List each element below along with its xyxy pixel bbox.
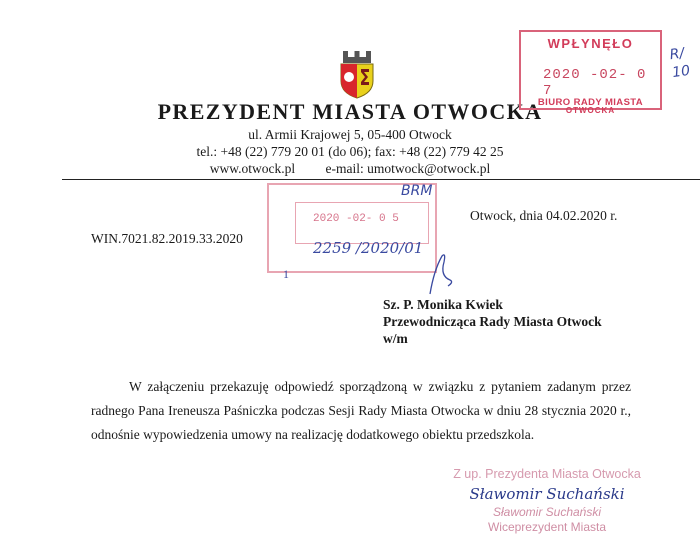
registry-stamp-number: 2259 /2020/01 xyxy=(313,239,424,257)
signatory-name: Sławomir Suchański xyxy=(492,505,602,519)
recipient-title: Przewodnicząca Rady Miasta Otwock xyxy=(383,314,602,329)
margin-handwritten-note xyxy=(669,44,692,82)
letterhead-divider xyxy=(62,179,700,180)
letterhead-email[interactable]: e-mail: umotwock@otwock.pl xyxy=(325,161,491,176)
letterhead-web-line xyxy=(0,161,700,177)
registry-mark: BRM xyxy=(401,183,433,199)
handwritten-initial-icon xyxy=(420,250,460,298)
received-stamp-header: WPŁYNĘŁO xyxy=(547,36,634,51)
recipient-location: w/m xyxy=(383,331,408,346)
received-stamp-date: 2020 -02- 0 7 xyxy=(543,67,647,99)
registry-stamp-date: 2020 -02- 0 5 xyxy=(313,213,399,225)
margin-note-line1: R/ xyxy=(668,45,686,64)
margin-note-line2: 10 xyxy=(671,62,692,82)
recipient-block xyxy=(383,296,602,347)
recipient-name: Sz. P. Monika Kwiek xyxy=(383,297,503,312)
letterhead-address: ul. Armii Krajowej 5, 05-400 Otwock xyxy=(248,127,452,142)
letter-body-paragraph: W załączeniu przekazuję odpowiedź sporządzoną w związku z pytaniem zadanym przez radnego Pana Ireneusza Paśniczka podczas Sesji Rady Miasta Otwocka w dniu 28 stycznia 2020 r., odnośnie wypowiedzenia umowy na realizację dodatkowego obiektu przedszkola. xyxy=(91,379,631,442)
city-crest-icon xyxy=(337,47,377,99)
document-date: Otwock, dnia 04.02.2020 r. xyxy=(470,208,618,223)
received-stamp-footer: BIURO RADY MIASTA xyxy=(537,97,644,108)
registry-corner-mark: 1 xyxy=(283,267,289,281)
letterhead-title: PREZYDENT MIASTA OTWOCKA xyxy=(157,99,543,124)
letterhead-website[interactable]: www.otwock.pl xyxy=(209,161,296,176)
letterhead-phone: tel.: +48 (22) 779 20 01 (do 06); fax: +48 (22) 779 42 25 xyxy=(196,144,504,159)
handwritten-signature: Sławomir Suchański xyxy=(469,485,625,503)
signature-block xyxy=(432,467,662,534)
signature-authority: Z up. Prezydenta Miasta Otwocka xyxy=(453,467,641,481)
received-stamp-footer2: OTWOCKA xyxy=(565,106,616,115)
document-reference: WIN.7021.82.2019.33.2020 xyxy=(91,231,243,246)
signatory-role: Wiceprezydent Miasta xyxy=(487,520,607,534)
received-stamp xyxy=(519,30,662,115)
letter-body xyxy=(91,375,631,447)
